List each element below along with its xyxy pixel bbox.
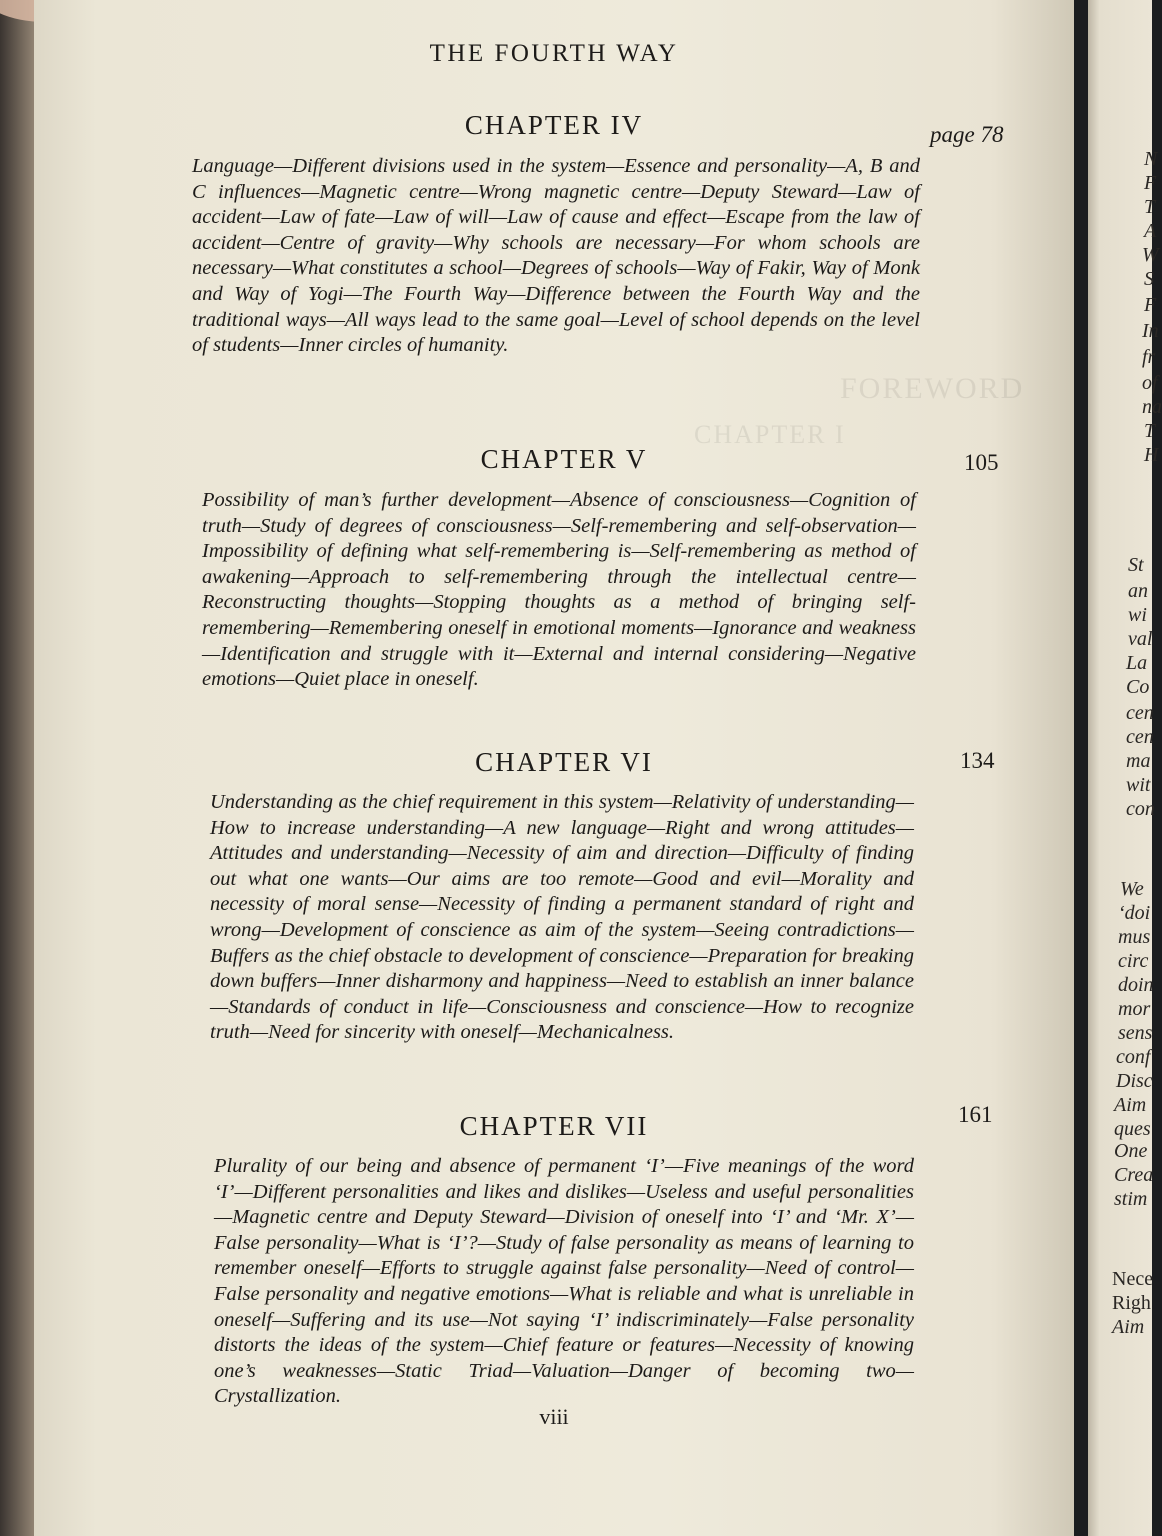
facing-text-fragment: ‘doi (1118, 902, 1151, 924)
show-through-text: FOREWORD (840, 372, 1025, 405)
facing-text-fragment: an (1128, 580, 1148, 602)
facing-text-fragment: Disc (1116, 1070, 1153, 1092)
facing-text-fragment: fr (1142, 346, 1156, 368)
facing-text-fragment: conf (1116, 1046, 1151, 1068)
facing-text-fragment: doin (1118, 974, 1154, 996)
facing-text-fragment: H (1144, 444, 1159, 466)
facing-text-fragment: wi (1128, 604, 1147, 626)
facing-text-fragment: Nece (1112, 1268, 1154, 1290)
facing-text-fragment: circ (1118, 950, 1149, 972)
facing-text-fragment: F (1144, 294, 1157, 316)
facing-text-fragment: Co (1126, 676, 1150, 698)
chapter-title: CHAPTER V (480, 444, 648, 474)
facing-text-fragment: We (1120, 878, 1144, 900)
facing-text-fragment: wit (1126, 774, 1151, 796)
facing-text-fragment: S (1144, 268, 1154, 290)
facing-text-fragment: St (1128, 554, 1144, 576)
chapter-page-number: page 78 (930, 122, 1004, 147)
facing-text-fragment: mus (1118, 926, 1151, 948)
facing-text-fragment: La (1126, 652, 1148, 674)
chapter-page-number: 134 (960, 748, 995, 773)
facing-text-fragment: cen (1126, 702, 1154, 724)
facing-text-fragment: T (1144, 420, 1156, 442)
facing-text-fragment: sens (1118, 1022, 1153, 1044)
facing-text-fragment: ques (1114, 1118, 1151, 1140)
facing-text-fragment: Aim (1114, 1094, 1147, 1116)
facing-text-fragment: N (1144, 148, 1158, 170)
chapter-summary: Language—Different divisions used in the system—Essence and personality—A, B and C influences—Magnetic centre—Wrong magnetic centre—Deputy Steward—Law of accident—Law of fate—Law of will—Law of cause and effect—Escape from the law of accident—Centre of gravity—Why schools are necessary—For whom schools are necessary—What constitutes a school—Degrees of schools—Way of Fakir, Way of Monk and Way of Yogi—The Fourth Way—Difference between the Fourth Way and the traditional ways—All ways lead to the same goal—Level of school depends on the level of students—Inner circles of humanity. (192, 155, 920, 357)
running-head: THE FOURTH WAY (429, 40, 679, 67)
chapter-summary: Understanding as the chief requirement in this system—Relativity of understanding—How to increase understanding—A new language—Right and wrong attitudes—Attitudes and understanding—Necessity of aim and direction—Difficulty of finding out what one wants—Our aims are too remote—Good and evil—Morality and necessity of moral sense—Necessity of finding a permanent standard of right and wrong—Development of conscience as aim of the system—Seeing contradictions—Buffers as the chief obstacle to development of conscience—Preparation for breaking down buffers—Inner disharmony and happiness—Need to establish an inner balance—Standards of conduct in life—Consciousness and conscience—How to recognize truth—Need for sincerity with oneself—Mechanicalness. (210, 791, 914, 1044)
page-number: viii (539, 1404, 569, 1429)
facing-text-fragment: na (1142, 396, 1162, 418)
facing-text-fragment: Crea (1114, 1164, 1154, 1186)
facing-text-fragment: In (1142, 320, 1159, 342)
show-through-text: CHAPTER I (694, 420, 846, 449)
facing-text-fragment: cen (1126, 726, 1154, 748)
book-page (34, 0, 1074, 1536)
facing-text-fragment: F (1144, 172, 1157, 194)
chapter-page-number: 161 (958, 1102, 993, 1127)
facing-text-fragment: of (1142, 372, 1158, 394)
facing-text-fragment: val (1128, 628, 1153, 650)
chapter-title: CHAPTER VI (475, 747, 653, 777)
chapter-title: CHAPTER VII (459, 1111, 649, 1141)
chapter-summary: Plurality of our being and absence of permanent ‘I’—Five meanings of the word ‘I’—Different personalities and likes and dislikes—Useless and useful personalities—Magnetic centre and Deputy Steward—Division of oneself into ‘I’ and ‘Mr. X’—False personality—What is ‘I’?—Study of false personality as means of learning to remember oneself—Efforts to struggle against false personality—Need of control—False personality and negative emotions—What is reliable and what is unreliable in oneself—Suffering and its use—Not saying ‘I’ indiscriminately—False personality distorts the ideas of the system—Chief feature or features—Necessity of knowing one’s weaknesses—Static Triad—Valuation—Danger of becoming two—Crystallization. (214, 1155, 914, 1408)
facing-text-fragment: W (1142, 244, 1159, 266)
facing-text-fragment: One (1114, 1140, 1148, 1162)
facing-page (1088, 0, 1162, 1536)
facing-text-fragment: stim (1114, 1188, 1148, 1210)
chapter-summary: Possibility of man’s further development—Absence of consciousness—Cognition of truth—Study of degrees of consciousness—Self-remembering and self-observation—Impossibility of defining what self-remembering is—Self-remembering as method of awakening—Approach to self-remembering through the intellectual centre—Reconstructing thoughts—Stopping thoughts as a method of bringing self-remembering—Remembering oneself in emotional moments—Ignorance and weakness—Identification and struggle with it—External and internal considering—Negative emotions—Quiet place in oneself. (202, 489, 916, 691)
facing-text-fragment: con (1126, 798, 1155, 820)
facing-text-fragment: mor (1118, 998, 1151, 1020)
facing-text-fragment: ma (1126, 750, 1151, 772)
facing-text-fragment: Aim (1112, 1316, 1145, 1338)
facing-text-fragment: T (1144, 196, 1156, 218)
facing-text-fragment: Righ (1112, 1292, 1151, 1314)
chapter-page-number: 105 (964, 450, 999, 475)
chapter-title: CHAPTER IV (464, 110, 644, 140)
facing-text-fragment: A (1144, 220, 1157, 242)
